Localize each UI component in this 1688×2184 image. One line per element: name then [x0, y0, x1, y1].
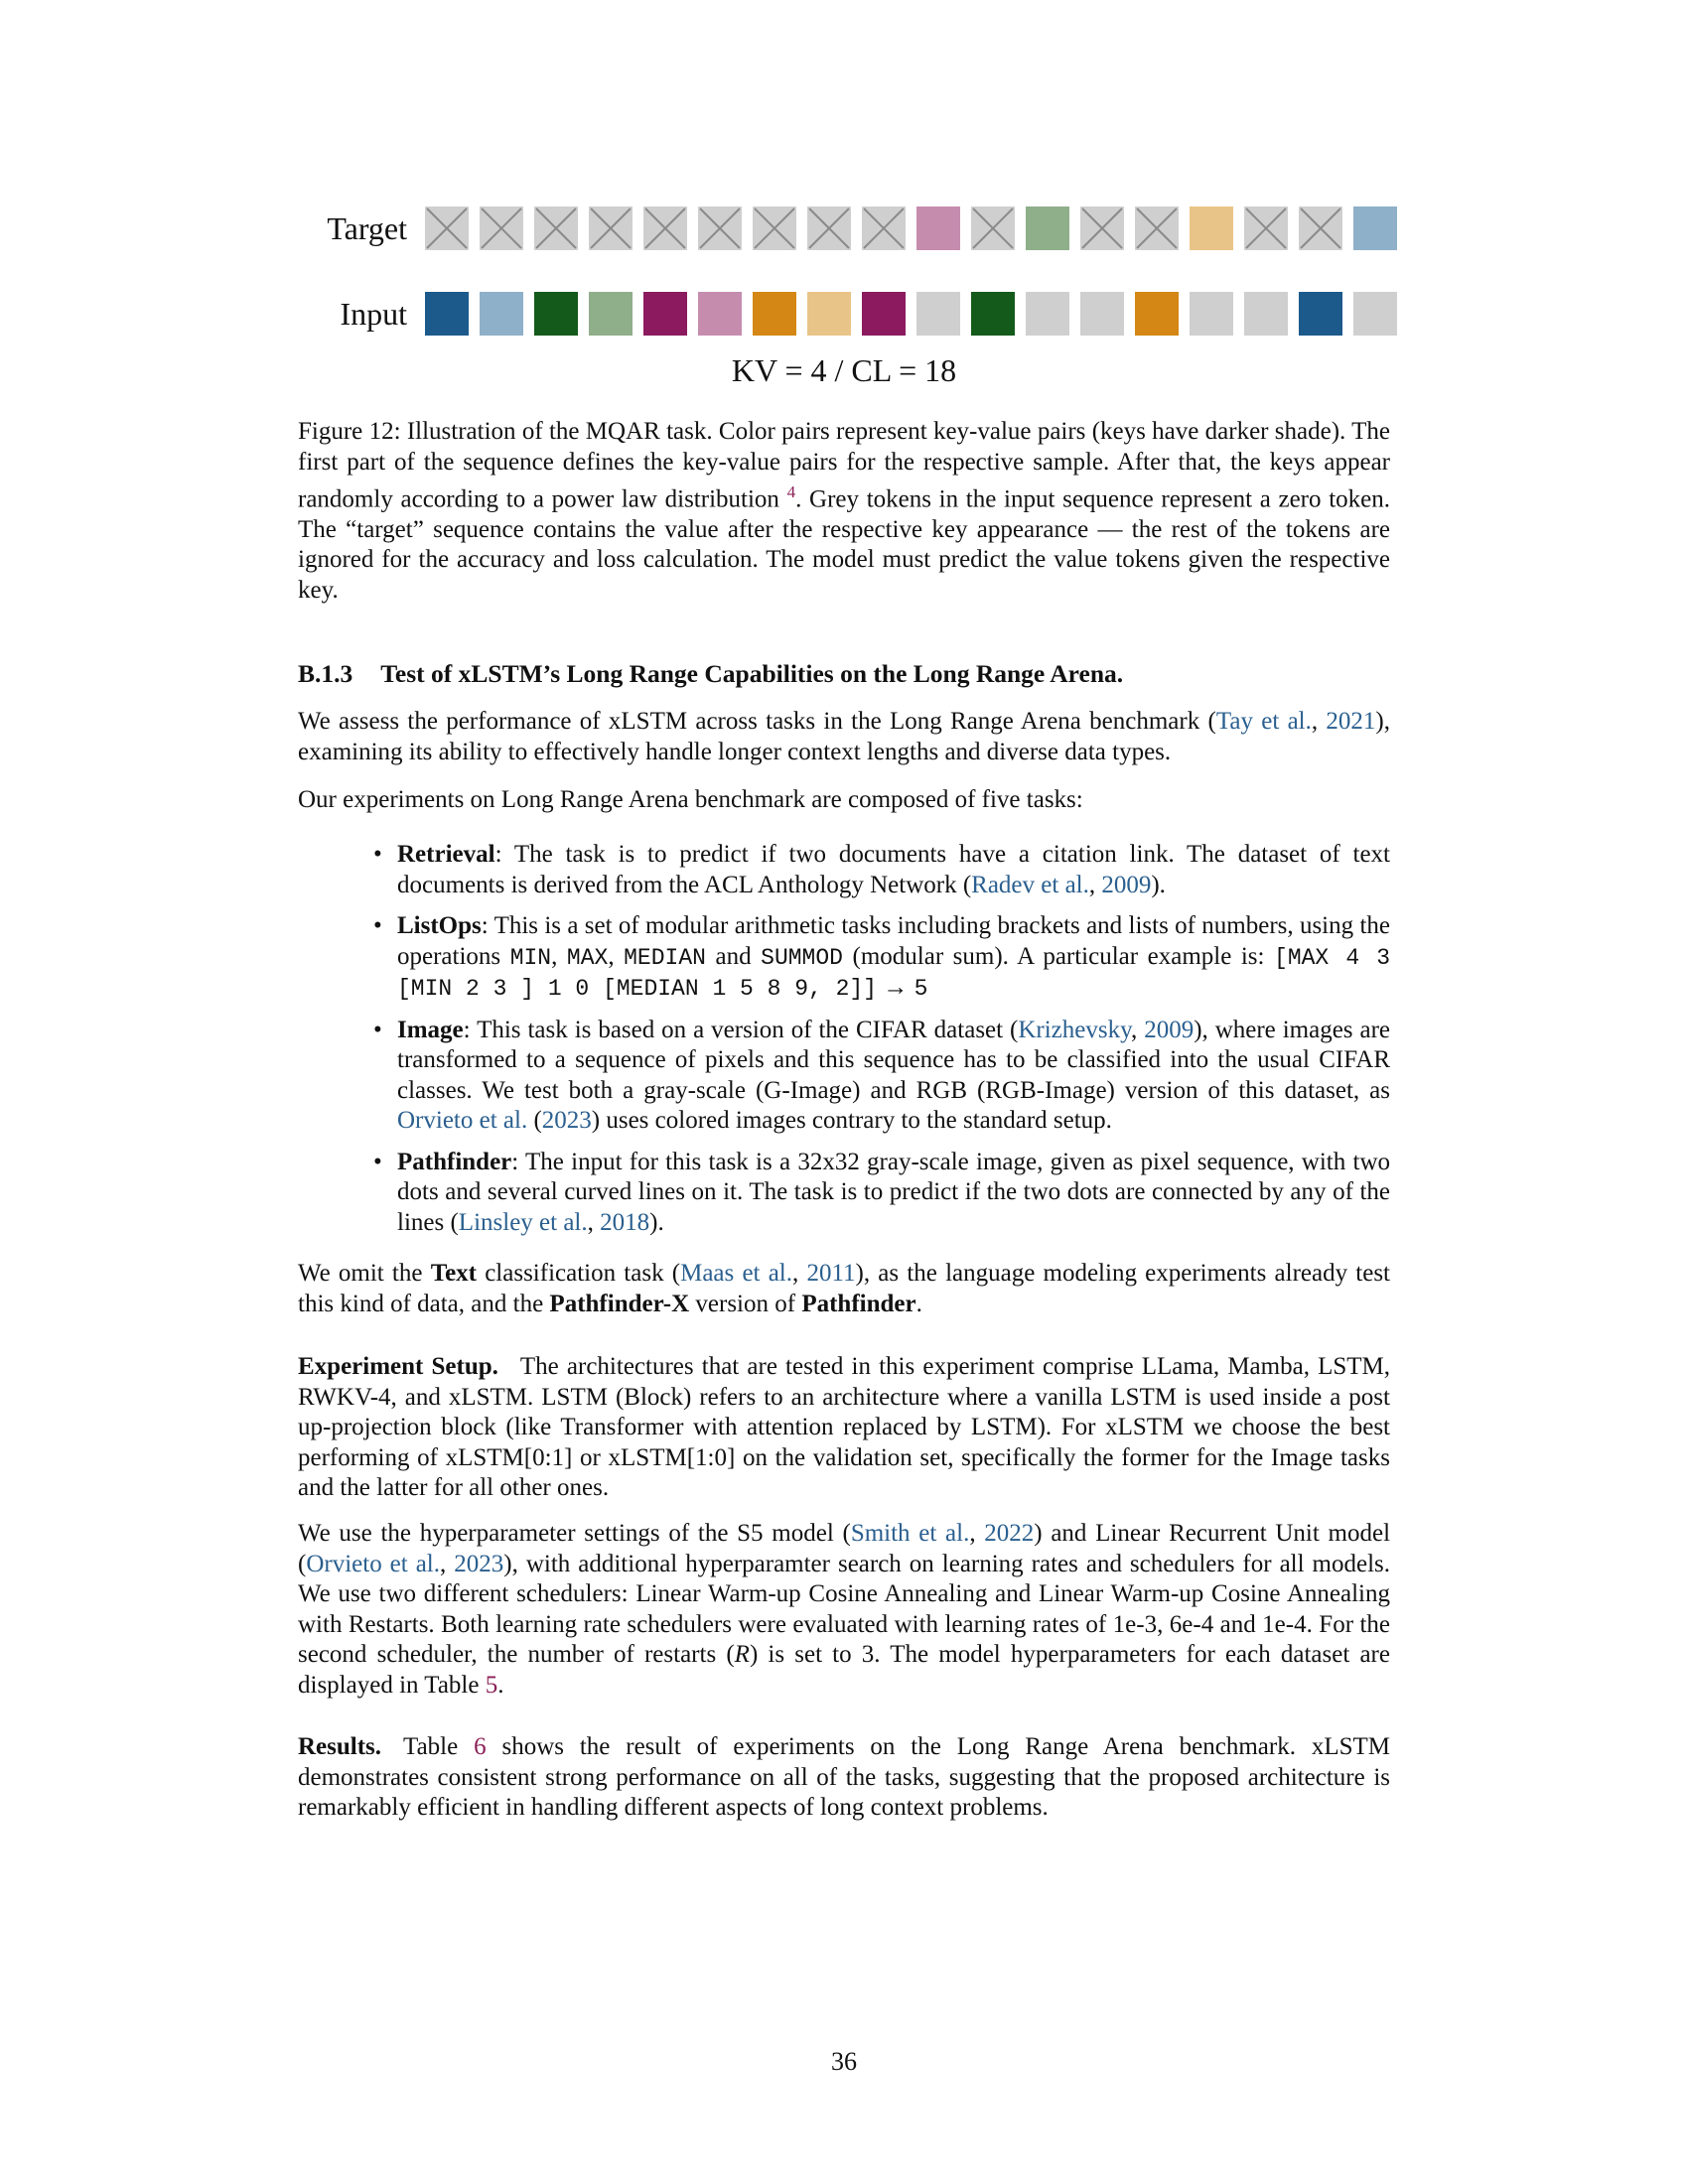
- omit-paragraph: [298, 1259, 1390, 1319]
- cross-icon: [1080, 206, 1124, 250]
- listops-example: [MAX 4 3 [MIN 2 3 ] 1 0 [MEDIAN 1 5 8 9, 2]]: [397, 944, 1391, 1002]
- tasks-intro-text: Our experiments on Long Range Arena benchmark are composed of five tasks:: [298, 786, 1083, 813]
- input-row: [298, 292, 1408, 336]
- input-token: [1190, 292, 1233, 336]
- target-token-ignored: [1244, 206, 1288, 250]
- pathfinder-text-a: : The input for this task is a 32x32 gray-scale image, given as pixel sequence, with two dots and several curved lines on it. The task is to predict if the two dots are connected by any of the lines (: [397, 1148, 1390, 1236]
- cite-separator: ,: [969, 1520, 985, 1547]
- target-token-ignored: [534, 206, 578, 250]
- section-title: Test of xLSTM’s Long Range Capabilities on the Long Range Arena.: [380, 659, 1124, 688]
- cite-separator: ,: [587, 1208, 601, 1236]
- target-token-ignored: [1135, 206, 1179, 250]
- input-token: [1299, 292, 1342, 336]
- omit-text-e: .: [915, 1290, 922, 1317]
- caption-text-2: . Grey tokens in the input sequence represent a zero token. The “target” sequence contains the value after the respective key appearance — the rest of the tokens are ignored for the accuracy and loss calculation. The model must predict the value tokens given the respective key.: [298, 485, 1390, 604]
- setup-text-2a: We use the hyperparameter settings of the S5 model (: [298, 1520, 851, 1547]
- setup-text-2b: ) and Linear Recurrent Unit model (: [298, 1520, 1391, 1577]
- section-number: B.1.3: [298, 659, 353, 688]
- setup-text-2e: .: [497, 1671, 504, 1699]
- target-token-ignored: [589, 206, 633, 250]
- op-median: MEDIAN: [624, 944, 706, 971]
- cross-icon: [698, 206, 742, 250]
- cross-icon: [807, 206, 851, 250]
- bullet-dot: •: [373, 841, 382, 868]
- listops-text-b: (modular sum). A particular example is:: [842, 942, 1275, 970]
- cite-separator: ,: [1311, 708, 1327, 735]
- cross-icon: [480, 206, 523, 250]
- list-item-image: [373, 1016, 1390, 1137]
- cross-icon: [534, 206, 578, 250]
- target-token: [1353, 206, 1397, 250]
- tasks-intro-paragraph: [298, 785, 1390, 816]
- target-token-ignored: [425, 206, 469, 250]
- cite-smith-year-link[interactable]: 2022: [984, 1520, 1035, 1547]
- list-item-listops: [373, 911, 1391, 1005]
- results-text-a: Table: [403, 1733, 475, 1760]
- input-token: [753, 292, 796, 336]
- omit-text-b: classification task (: [477, 1260, 681, 1287]
- retrieval-text-a: : The task is to predict if two documents have a citation link. The dataset of text documents is derived from the ACL Anthology Network (: [397, 841, 1390, 898]
- task-list: [373, 840, 1391, 1238]
- image-text-b: ), where images are transformed to a sequence of pixels and this sequence has to be classified into the usual CIFAR classes. We test both a gray-scale (G-Image) and RGB (RGB-Image) version of this dataset, as: [397, 1016, 1390, 1104]
- retrieval-text-b: ).: [1151, 871, 1166, 898]
- cross-icon: [425, 206, 469, 250]
- cross-icon: [1135, 206, 1179, 250]
- term-listops: ListOps: [397, 912, 482, 939]
- omit-text-c: ), as the language modeling experiments already test this kind of data, and the: [298, 1260, 1391, 1317]
- cite-smith-link[interactable]: Smith et al.: [850, 1520, 970, 1547]
- list-item-retrieval: [373, 840, 1390, 900]
- term-pathfinder-2: Pathfinder: [801, 1290, 916, 1317]
- results-text-b: shows the result of experiments on the Long Range Arena benchmark. xLSTM demonstrates consistent strong performance on all of the tasks, suggesting that the proposed architecture is remarkably efficient in handling different aspects of long context problems.: [298, 1733, 1390, 1821]
- target-token-sequence: [425, 206, 1408, 250]
- target-token-ignored: [862, 206, 906, 250]
- arrow-symbol: →: [877, 974, 914, 1001]
- target-token-ignored: [698, 206, 742, 250]
- input-token: [971, 292, 1015, 336]
- target-label: Target: [327, 209, 407, 246]
- page-number: 36: [831, 2047, 857, 2076]
- intro-text-a: We assess the performance of xLSTM across tasks in the Long Range Arena benchmark (: [298, 708, 1216, 735]
- setup-paragraph-1: [298, 1352, 1390, 1504]
- input-token-sequence: [425, 292, 1408, 336]
- input-token: [1080, 292, 1124, 336]
- cross-icon: [589, 206, 633, 250]
- cite-orvieto-link[interactable]: Orvieto et al.: [397, 1107, 528, 1134]
- cite-separator: ,: [1130, 1016, 1145, 1043]
- kv-cl-label: KV = 4 / CL = 18: [731, 352, 957, 388]
- target-token: [1026, 206, 1069, 250]
- input-token: [1135, 292, 1179, 336]
- cite-orvieto-2-year-link[interactable]: 2023: [454, 1550, 504, 1577]
- op-comma: ,: [551, 942, 567, 970]
- intro-text-b: ), examining its ability to effectively handle longer context lengths and diverse data types.: [298, 708, 1390, 765]
- target-row: [298, 206, 1408, 250]
- cite-krizhevsky-link[interactable]: Krizhevsky: [1018, 1016, 1131, 1043]
- cite-tay-link[interactable]: Tay et al.: [1215, 708, 1312, 735]
- bullet-dot: •: [373, 912, 382, 939]
- image-text-a: : This task is based on a version of the CIFAR dataset (: [463, 1016, 1019, 1043]
- bullet-dot: •: [373, 1016, 382, 1043]
- term-pathfinder-x: Pathfinder-X: [549, 1290, 690, 1317]
- cite-orvieto-year-link[interactable]: 2023: [541, 1107, 592, 1134]
- cite-linsley-year-link[interactable]: 2018: [600, 1208, 650, 1236]
- input-token: [480, 292, 523, 336]
- cite-separator: ,: [1088, 871, 1102, 898]
- target-token: [916, 206, 960, 250]
- restart-variable: R: [734, 1641, 750, 1668]
- cite-separator: ,: [792, 1260, 807, 1287]
- cite-krizhevsky-year-link[interactable]: 2009: [1144, 1016, 1195, 1043]
- input-token: [916, 292, 960, 336]
- term-retrieval: Retrieval: [397, 841, 495, 868]
- section-heading: [298, 659, 1123, 689]
- term-image: Image: [397, 1016, 464, 1043]
- cite-radev-year-link[interactable]: 2009: [1101, 871, 1152, 898]
- cite-separator: ,: [440, 1550, 455, 1577]
- list-item-pathfinder: [373, 1148, 1390, 1239]
- input-token: [425, 292, 469, 336]
- cite-linsley-link[interactable]: Linsley et al.: [458, 1208, 588, 1236]
- setup-text-2c: ), with additional hyperparamter search on learning rates and schedulers for all models. We use two different schedulers: Linear Warm-up Cosine Annealing and Linear Warm-up Cosine Annealing with Restarts. Both learning rate schedulers were evaluated with learning rates of 1e-3, 6e-4 and 1e-4. For the second scheduler, the number of restarts (: [298, 1550, 1391, 1668]
- op-and: and: [705, 942, 762, 970]
- listops-result: 5: [914, 976, 928, 1002]
- cite-open-paren: (: [527, 1107, 542, 1134]
- cite-radev-link[interactable]: Radev et al.: [971, 871, 1089, 898]
- op-max: MAX: [566, 944, 609, 971]
- cross-icon: [862, 206, 906, 250]
- cite-maas-year-link[interactable]: 2011: [806, 1260, 856, 1287]
- cross-icon: [643, 206, 687, 250]
- input-token: [698, 292, 742, 336]
- target-token: [1190, 206, 1233, 250]
- input-token: [807, 292, 851, 336]
- image-text-c: ) uses colored images contrary to the standard setup.: [591, 1107, 1112, 1134]
- intro-paragraph: [298, 707, 1390, 767]
- cross-icon: [753, 206, 796, 250]
- cite-maas-link[interactable]: Maas et al.: [680, 1260, 792, 1287]
- table-5-ref-link[interactable]: 5: [485, 1671, 498, 1699]
- target-token-ignored: [807, 206, 851, 250]
- target-token-ignored: [753, 206, 796, 250]
- input-token: [589, 292, 633, 336]
- omit-text-d: version of: [689, 1290, 802, 1317]
- term-text: Text: [430, 1260, 477, 1287]
- caption-text-1: Figure 12: Illustration of the MQAR task. Color pairs represent key-value pairs (keys have darker shade). The first part of the sequence defines the key-value pairs for the respective sample. After that, the keys appear randomly according to a power law distribution: [298, 418, 1390, 513]
- footnote-ref-link[interactable]: 4: [786, 482, 796, 501]
- input-token: [862, 292, 906, 336]
- op-comma: ,: [608, 942, 625, 970]
- input-token: [1353, 292, 1397, 336]
- term-pathfinder: Pathfinder: [397, 1148, 512, 1175]
- omit-text-a: We omit the: [298, 1260, 431, 1287]
- target-token-ignored: [480, 206, 523, 250]
- setup-paragraph-2: [298, 1519, 1390, 1701]
- input-token: [1026, 292, 1069, 336]
- cross-icon: [1299, 206, 1342, 250]
- op-summod: SUMMOD: [761, 944, 843, 971]
- target-token-ignored: [1080, 206, 1124, 250]
- bullet-dot: •: [373, 1148, 382, 1175]
- input-label: Input: [340, 295, 407, 332]
- results-paragraph: [298, 1732, 1390, 1824]
- cross-icon: [971, 206, 1015, 250]
- setup-heading: Experiment Setup.: [298, 1353, 498, 1380]
- cite-tay-year-link[interactable]: 2021: [1326, 708, 1376, 735]
- setup-text-2d: ) is set to 3. The model hyperparameters for each dataset are displayed in Table: [298, 1641, 1390, 1699]
- pathfinder-text-b: ).: [649, 1208, 664, 1236]
- results-heading: Results.: [298, 1733, 382, 1760]
- setup-text-1: The architectures that are tested in this experiment comprise LLama, Mamba, LSTM, RWKV-4, and xLSTM. LSTM (Block) refers to an architecture where a vanilla LSTM is used inside a post up-projection block (like Transformer with attention replaced by LSTM). For xLSTM we choose the best performing of xLSTM[0:1] or xLSTM[1:0] on the validation set, specifically the former for the Image tasks and the latter for all other ones.: [298, 1353, 1391, 1501]
- figure-caption: [298, 417, 1390, 606]
- input-token: [534, 292, 578, 336]
- cite-orvieto-2-link[interactable]: Orvieto et al.: [306, 1550, 441, 1577]
- input-token: [643, 292, 687, 336]
- target-token-ignored: [643, 206, 687, 250]
- listops-text-a: : This is a set of modular arithmetic tasks including brackets and lists of numbers, using the operations: [397, 912, 1390, 970]
- target-token-ignored: [1299, 206, 1342, 250]
- input-token: [1244, 292, 1288, 336]
- table-6-ref-link[interactable]: 6: [474, 1733, 487, 1760]
- cross-icon: [1244, 206, 1288, 250]
- op-min: MIN: [509, 944, 552, 971]
- target-token-ignored: [971, 206, 1015, 250]
